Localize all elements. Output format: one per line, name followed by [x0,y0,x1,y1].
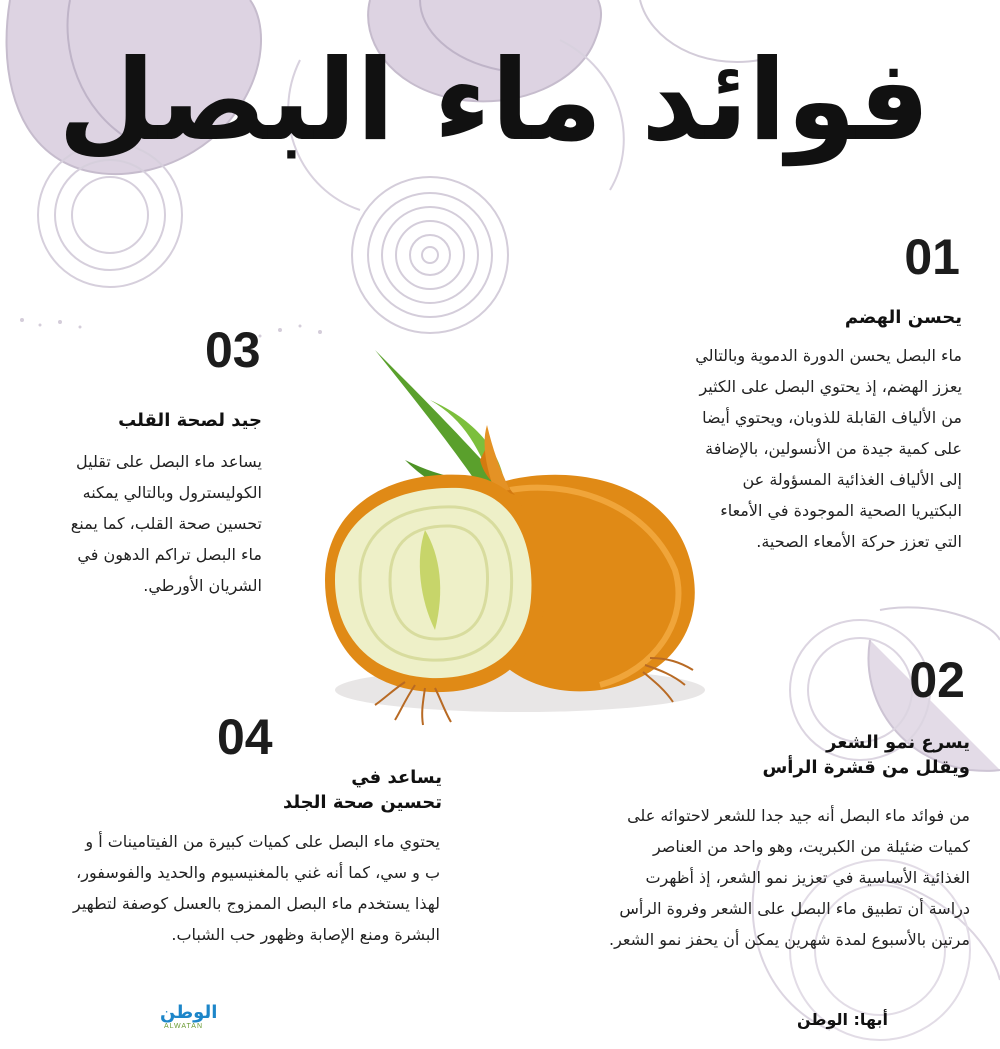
section-heading-hair [762,730,970,780]
heading-line: يسرع نمو الشعر [826,732,970,753]
section-number-01: 01 [904,229,960,285]
text-line: من الألياف القابلة للذوبان، ويحتوي أيضا [702,408,962,427]
text-line: يحتوي ماء البصل على كميات كبيرة من الفيتامينات أ و [85,832,440,851]
text-line: الغذائية الأساسية في تعزيز نمو الشعر، إذ أظهرت [645,868,970,887]
text-line: يعزز الهضم، إذ يحتوي البصل على الكثير [699,377,962,396]
section-heading-heart: جيد لصحة القلب [118,410,262,431]
text-line: تحسين صحة القلب، كما يمنع [70,514,262,533]
section-heading-skin [283,765,442,815]
section-number-02: 02 [909,652,965,708]
text-line: من فوائد ماء البصل أنه جيد جدا للشعر لاحتوائه على [627,806,970,825]
text-line: مرتين بالأسبوع لمدة شهرين يمكن أن يحفز نمو الشعر. [608,930,970,949]
heading-line: تحسين صحة الجلد [282,792,442,814]
text-line: يساعد ماء البصل على تقليل [76,452,262,471]
logo-text: الوطن [160,1002,218,1023]
text-line: ماء البصل تراكم الدهون في [77,545,262,564]
section-number-03: 03 [205,322,261,378]
text-line: ماء البصل يحسن الدورة الدموية وبالتالي [695,346,962,365]
page-title: فوائد ماء البصل [58,36,930,166]
section-number-04: 04 [217,709,273,765]
text-line: التي تعزز حركة الأمعاء الصحية. [756,532,962,551]
section-body-skin [10,826,440,950]
text-line: البشرة ومنع الإصابة وظهور حب الشباب. [171,925,440,944]
text-line: لهذا يستخدم ماء البصل الممزوج بالعسل كوصفة لتطهير [72,894,440,913]
text-line: إلى الألياف الغذائية المسؤولة عن [742,470,962,489]
section-body-digestion [642,340,962,557]
text-line: الشريان الأورطي. [143,576,262,595]
text-line: الكوليسترول وبالتالي يمكنه [82,483,262,502]
text-line: على كمية جيدة من الأنسولين، بالإضافة [705,439,962,458]
text-line: دراسة أن تطبيق ماء البصل على الشعر وفروة الرأس [619,899,970,918]
section-heading-digestion: يحسن الهضم [844,307,962,328]
heading-line: يساعد في [351,767,442,788]
section-body-heart [2,446,262,601]
heading-line: ويقلل من قشرة الرأس [762,757,970,779]
logo-subtext: ALWATAN [164,1023,204,1030]
alwatan-logo [160,1002,224,1032]
source-credit: أبها: الوطن [796,1010,888,1029]
section-body-hair [550,800,970,955]
text-line: البكتيريا الصحية الموجودة في الأمعاء [720,501,962,520]
text-line: ب و سي، كما أنه غني بالمغنيسيوم والحديد والفوسفور، [76,863,440,882]
text-line: كميات ضئيلة من الكبريت، وهو واحد من العناصر [652,837,970,856]
